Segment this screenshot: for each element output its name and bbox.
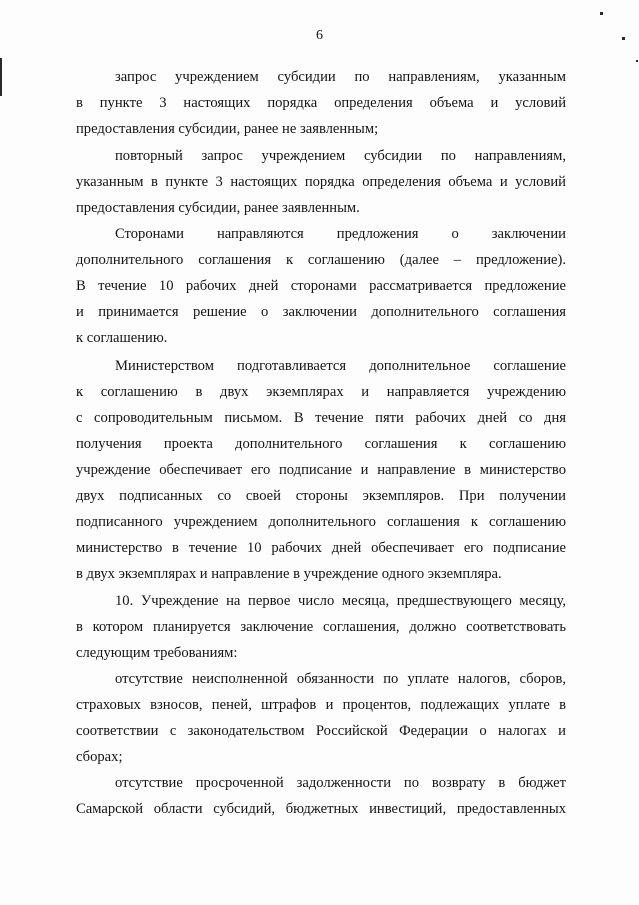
page-number: 6 [316, 28, 323, 43]
text-line: указанным в пункте 3 настоящих порядка определения объема и условий [76, 174, 566, 190]
scan-artifact [0, 58, 2, 96]
text-line: Сторонами направляются предложения о заключении [115, 226, 566, 242]
text-line: к соглашению. [76, 330, 168, 346]
text-line: сборах; [76, 749, 123, 765]
text-line: 10. Учреждение на первое число месяца, предшествующего месяцу, [115, 593, 566, 609]
text-line: В течение 10 рабочих дней сторонами рассматривается предложение [76, 278, 566, 294]
text-line: в двух экземплярах и направление в учреждение одного экземпляра. [76, 566, 502, 582]
text-line: отсутствие просроченной задолженности по возврату в бюджет [115, 775, 566, 791]
text-line: в котором планируется заключение соглашения, должно соответствовать [76, 619, 566, 635]
scan-artifact [636, 60, 638, 62]
text-line: следующим требованиям: [76, 645, 238, 661]
text-line: страховых взносов, пеней, штрафов и процентов, подлежащих уплате в [76, 697, 566, 713]
text-line: предоставления субсидии, ранее заявленным. [76, 200, 360, 216]
text-line: отсутствие неисполненной обязанности по уплате налогов, сборов, [115, 671, 566, 687]
text-line: получения проекта дополнительного соглашения к соглашению [76, 436, 566, 452]
text-line: министерство в течение 10 рабочих дней обеспечивает его подписание [76, 540, 566, 556]
text-line: в пункте 3 настоящих порядка определения объема и условий [76, 95, 566, 111]
text-line: Самарской области субсидий, бюджетных инвестиций, предоставленных [76, 801, 566, 817]
text-line: подписанного учреждением дополнительного соглашения к соглашению [76, 514, 566, 530]
text-line: предоставления субсидии, ранее не заявленным; [76, 121, 379, 137]
scan-artifact [622, 37, 625, 40]
text-line: и принимается решение о заключении дополнительного соглашения [76, 304, 566, 320]
text-line: соответствии с законодательством Российской Федерации о налогах и [76, 723, 566, 739]
text-line: повторный запрос учреждением субсидии по направлениям, [115, 148, 566, 164]
text-line: запрос учреждением субсидии по направлениям, указанным [115, 69, 566, 85]
text-line: Министерством подготавливается дополнительное соглашение [115, 358, 566, 374]
text-line: двух подписанных со своей стороны экземпляров. При получении [76, 488, 566, 504]
text-line: дополнительного соглашения к соглашению (далее – предложение). [76, 252, 566, 268]
text-line: учреждение обеспечивает его подписание и направление в министерство [76, 462, 566, 478]
text-line: с сопроводительным письмом. В течение пяти рабочих дней со дня [76, 410, 566, 426]
scan-artifact [600, 12, 603, 15]
text-line: к соглашению в двух экземплярах и направляется учреждению [76, 384, 566, 400]
